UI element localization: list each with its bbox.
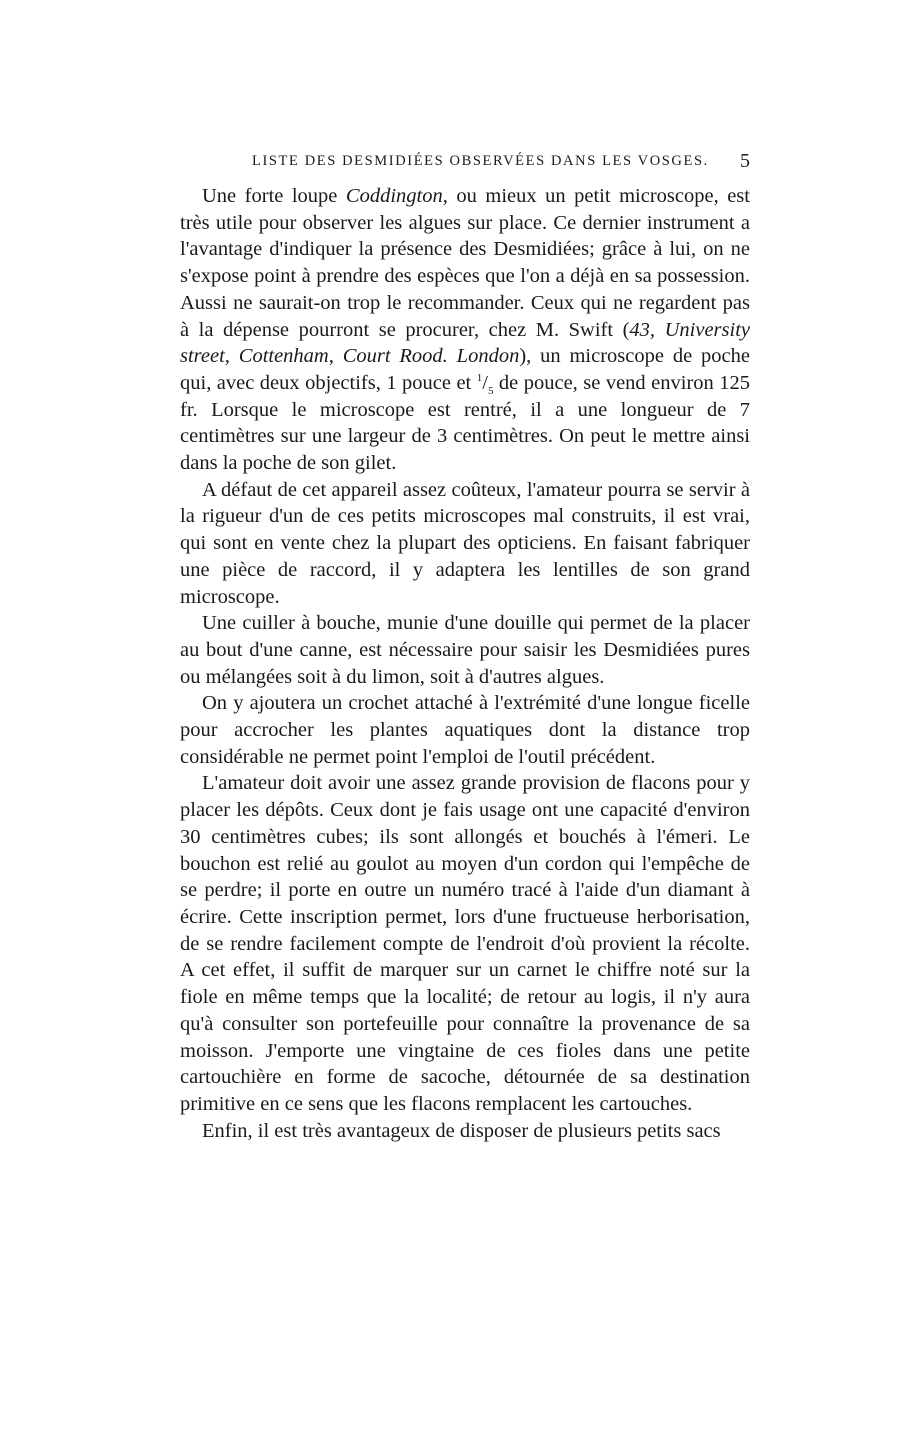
- body-text: [180, 183, 750, 1144]
- p1-text-a: Une forte loupe: [202, 185, 346, 207]
- p1-text-e: ), un microscope de poche qui, avec deux objectifs, 1 pouce et: [180, 345, 750, 394]
- paragraph-microscope: A défaut de cet appareil assez coûteux, l'amateur pourra se servir à la rigueur d'un de ces petits microscopes mal construits, il est vrai, qui sont en vente chez la plupart des opticiens. En faisant fabriquer une pièce de raccord, il y adaptera les lentilles de son grand microscope.: [180, 478, 750, 608]
- p1-text-f: de pouce, se vend environ 125 fr. Lorsque le microscope est rentré, il a une longueur de 7 centimètres sur une largeur de 3 centimètres. On peut le mettre ainsi dans la poche de son gilet.: [180, 371, 750, 475]
- p1-coddington: Coddington,: [345, 185, 448, 207]
- paragraph-loupe: Une forte loupe Coddington, ou mieux un petit microscope, est très utile pour observer les algues sur place. Ce dernier instrument a l'avantage d'indiquer la présence des Desmidiées; grâce à lui, on ne s'expose point à prendre des espèces que l'on a déjà en sa possession. Aussi ne saurait-on trop le recommander. Ceux qui ne regardent pas à la dépense pourront se procurer, chez M. Swift (43, University street, Cottenham, Court Rood. London), un microscope de poche qui, avec deux objectifs, 1 pouce et $^1/_5$ de pouce, se vend environ 125 fr. Lorsque le microscope est rentré, il a une longueur de 7 centimètres sur une largeur de 3 centimètres. On peut le mettre ainsi dans la poche de son gilet.: [180, 185, 750, 475]
- p1-text-c: ou mieux un petit microscope, est très utile pour observer les algues sur place. Ce dernier instrument a l'avantage d'indiquer la présence des Desmidiées; grâce à lui, on ne s'expose point à prendre des espèces que l'on a déjà en sa possession. Aussi ne saurait-on trop le recommander. Ceux qui ne regardent pas à la dépense pourront se procurer, chez M. Swift (: [180, 185, 750, 341]
- paragraph-cuiller: Une cuiller à bouche, munie d'une douille qui permet de la placer au bout d'une canne, est nécessaire pour saisir les Desmidiées pures ou mélangées soit à du limon, soit à d'autres algues.: [180, 612, 750, 688]
- running-title: LISTE DES DESMIDIÉES OBSERVÉES DANS LES VOSGES.: [252, 153, 709, 169]
- fraction-denominator: 5: [487, 385, 494, 398]
- page-number: 5: [740, 150, 750, 172]
- p1-address: 43, University street, Cottenham, Court Rood. London: [180, 318, 750, 368]
- fraction-numerator: 1: [476, 372, 483, 385]
- paragraph-sacs: Enfin, il est très avantageux de disposer de plusieurs petits sacs: [202, 1119, 721, 1142]
- paragraph-crochet: On y ajoutera un crochet attaché à l'extrémité d'une longue ficelle pour accrocher les plantes aquatiques dont la distance trop considérable ne permet point l'emploi de l'outil précédent.: [180, 692, 750, 768]
- paragraph-flacons: L'amateur doit avoir une assez grande provision de flacons pour y placer les dépôts. Ceux dont je fais usage ont une capacité d'environ 30 centimètres cubes; ils sont allongés et bouchés à l'émeri. Le bouchon est relié au goulot au moyen d'un cordon qui l'empêche de se perdre; il porte en outre un numéro tracé à l'aide d'un diamant à écrire. Cette inscription permet, lors d'une fructueuse herborisation, de se rendre facilement compte de l'endroit d'où provient la récolte. A cet effet, il suffit de marquer sur un carnet le chiffre noté sur la fiole en même temps que la localité; de retour au logis, il n'y aura qu'à consulter son portefeuille pour connaître la provenance de sa moisson. J'emporte une vingtaine de ces fioles dans une petite cartouchière en forme de sacoche, détournée de sa destination primitive en ce sens que les flacons remplacent les cartouches.: [180, 772, 750, 1115]
